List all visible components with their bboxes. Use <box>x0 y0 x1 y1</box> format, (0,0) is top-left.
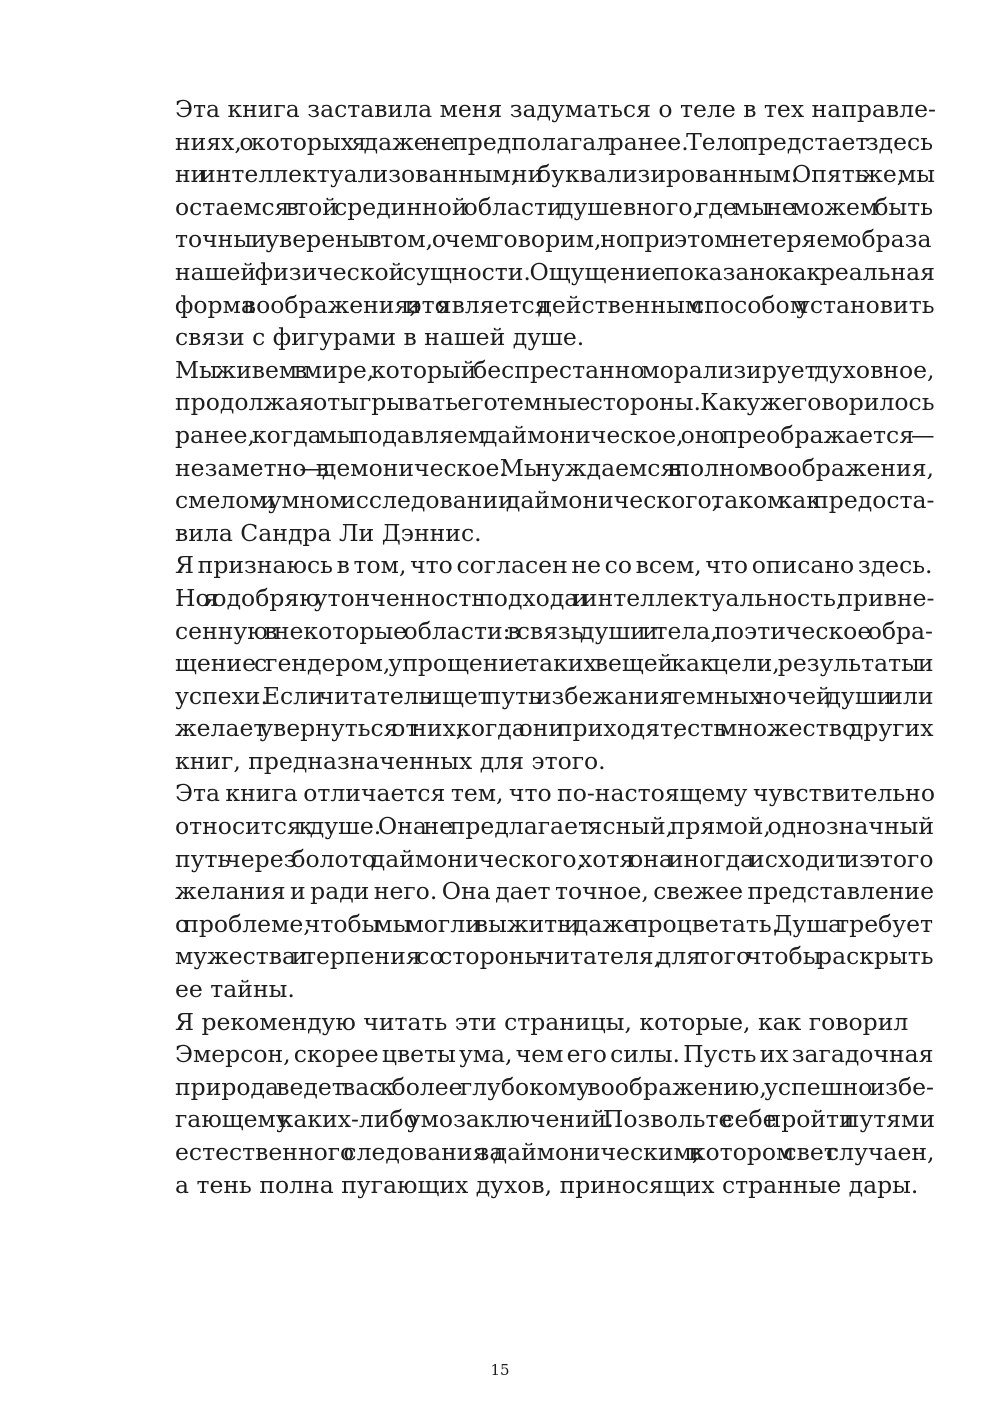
text-line: продолжая отыгрывать его темные стороны. Как уже говорилось <box>175 388 935 417</box>
text-line: ни интеллектуализованным, ни буквализированным. Опять же, мы <box>175 160 935 189</box>
paragraph <box>137 549 935 777</box>
text-line: естественного следования за даймоническим, в котором свет случаен, <box>175 1138 935 1166</box>
paragraph <box>137 777 935 1005</box>
paragraph <box>137 354 935 550</box>
text-line: незаметно — в демоническое. Мы нуждаемся в полном воображения, <box>175 453 934 482</box>
text-line: форма воображения, и это является действенным способом установить <box>175 290 935 319</box>
text-line: Эмерсон, скорее цветы ума, чем его силы. Пусть их загадочная <box>175 1040 934 1069</box>
text-line: успехи. Если читатель ищет путь избежания темных ночей души или <box>175 681 934 710</box>
text-line: природа ведет вас к более глубокому воображению, успешно избе- <box>175 1072 934 1101</box>
text-line: Я признаюсь в том, что согласен не со всем, что описано здесь. <box>175 551 933 580</box>
text-line: Но я одобряю утонченность подхода и интеллектуальность, привне- <box>175 583 935 612</box>
text-line: Эта книга заставила меня задуматься о теле в тех направле- <box>175 95 936 123</box>
text-line: мужества и терпения со стороны читателя, для того чтобы раскрыть <box>175 942 934 971</box>
text-line: о проблеме, чтобы мы могли выжить и даже процветать. Душа требует <box>175 909 933 938</box>
text-line: относится к душе. Она не предлагает ясный, прямой, однозначный <box>175 812 934 841</box>
text-line: гающему каких-либо умозаключений. Позвольте себе пройти путями <box>175 1105 935 1134</box>
text-line: желает увернуться от них, когда они приходят, есть множество других <box>175 714 934 743</box>
text-line: Мы живем в мире, который беспрестанно морализирует духовное, <box>175 355 935 384</box>
text-line: Я рекомендую читать эти страницы, которые, как говорил <box>175 1007 909 1036</box>
paragraph <box>137 93 936 354</box>
text-line: путь через болото даймонического, хотя она иногда исходит из этого <box>175 844 934 873</box>
text-line: книг, предназначенных для этого. <box>175 746 606 775</box>
text-line: желания и ради него. Она дает точное, свежее представление <box>175 877 934 906</box>
text-line: связи с фигурами в нашей душе. <box>175 323 585 352</box>
paragraph <box>137 1006 935 1202</box>
text-line: сенную в некоторые области: в связь души и тела, поэтическое обра- <box>175 616 933 645</box>
text-line: Эта книга отличается тем, что по-настоящему чувствительно <box>175 779 935 808</box>
text-line: остаемся в той срединной области душевного, где мы не можем быть <box>175 192 933 221</box>
text-line: точны и уверены в том, о чем говорим, но при этом не теряем образа <box>175 225 932 254</box>
page-number: 15 <box>490 1361 510 1379</box>
text-line: ранее, когда мы подавляем даймоническое, оно преображается — <box>175 420 935 449</box>
text-line: ее тайны. <box>175 975 295 1004</box>
text-line: щение с гендером, упрощение таких вещей как цели, результаты и <box>175 649 934 678</box>
text-line: а тень полна пугающих духов, приносящих странные дары. <box>175 1170 919 1199</box>
text-line: нашей физической сущности. Ощущение показано как реальная <box>175 257 935 286</box>
text-line: смелом и умном исследовании даймонического, таком как предоста- <box>175 486 935 515</box>
text-line: ниях, о которых я даже не предполагал ранее. Тело предстает здесь <box>175 127 933 156</box>
body-text <box>137 93 936 1201</box>
text-line: вила Сандра Ли Дэннис. <box>175 518 482 547</box>
